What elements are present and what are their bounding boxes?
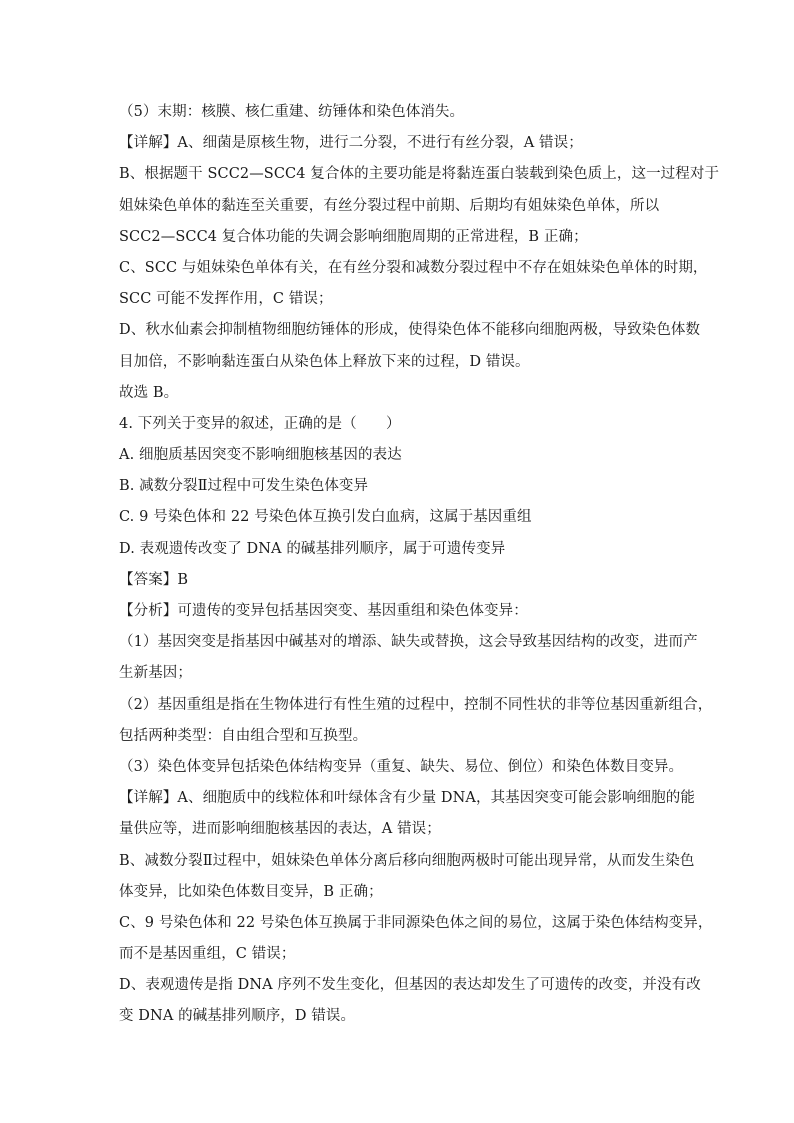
text-line: 量供应等，进而影响细胞核基因的表达，A 错误； — [119, 821, 441, 838]
text-line: 目加倍，不影响黏连蛋白从染色体上释放下来的过程，D 错误。 — [119, 353, 530, 370]
text-line: （1）基因突变是指基因中碱基对的增添、缺失或替换，这会导致基因结构的改变，进而产 — [119, 634, 698, 651]
text-line: 姐妹染色单体的黏连至关重要，有丝分裂过程中前期、后期均有姐妹染色单体，所以 — [119, 197, 660, 214]
text-line: C、9 号染色体和 22 号染色体互换属于非同源染色体之间的易位，这属于染色体结构变异， — [119, 914, 713, 931]
option-b: B. 减数分裂Ⅱ过程中可发生染色体变异 — [119, 478, 369, 495]
text-line: （2）基因重组是指在生物体进行有性生殖的过程中，控制不同性状的非等位基因重新组合， — [119, 696, 713, 713]
text-line: D、秋水仙素会抑制植物细胞纺锤体的形成，使得染色体不能移向细胞两极，导致染色体数 — [119, 322, 701, 339]
option-d: D. 表观遗传改变了 DNA 的碱基排列顺序，属于可遗传变异 — [119, 540, 506, 557]
text-line: （5）末期：核膜、核仁重建、纺锤体和染色体消失。 — [119, 104, 465, 120]
document-page — [119, 97, 720, 1033]
text-line: B、减数分裂Ⅱ过程中，姐妹染色单体分离后移向细胞两极时可能出现异常，从而发生染色 — [119, 852, 695, 869]
text-line: 包括两种类型：自由组合型和互换型。 — [119, 727, 368, 744]
text-line: 体变异，比如染色体数目变异，B 正确； — [119, 883, 383, 900]
answer-line: 【答案】B — [119, 571, 189, 588]
text-line: 生新基因； — [119, 665, 192, 682]
text-line: 故选 B。 — [119, 384, 179, 401]
text-line: D、表观遗传是指 DNA 序列不发生变化，但基因的表达却发生了可遗传的改变，并没有改 — [119, 977, 701, 994]
text-line: 【详解】A、细菌是原核生物，进行二分裂，不进行有丝分裂，A 错误； — [119, 135, 583, 152]
text-line: 变 DNA 的碱基排列顺序，D 错误。 — [119, 1008, 356, 1025]
text-line: B、根据题干 SCC2—SCC4 复合体的主要功能是将黏连蛋白装载到染色质上，这一过程对于 — [119, 166, 720, 183]
text-line: C、SCC 与姐妹染色单体有关，在有丝分裂和减数分裂过程中不存在姐妹染色单体的时期， — [119, 259, 708, 276]
analysis-line: 【分析】可遗传的变异包括基因突变、基因重组和染色体变异： — [119, 603, 528, 619]
question-stem: 4. 下列关于变异的叙述，正确的是（ ） — [119, 415, 401, 432]
text-line: （3）染色体变异包括染色体结构变异（重复、缺失、易位、倒位）和染色体数目变异。 — [119, 758, 684, 775]
text-line: 而不是基因重组，C 错误； — [119, 946, 296, 963]
text-line: SCC 可能不发挥作用，C 错误； — [119, 291, 333, 308]
text-line: 【详解】A、细胞质中的线粒体和叶绿体含有少量 DNA，其基因突变可能会影响细胞的能 — [119, 790, 695, 807]
option-c: C. 9 号染色体和 22 号染色体互换引发白血病，这属于基因重组 — [119, 509, 532, 526]
option-a: A. 细胞质基因突变不影响细胞核基因的表达 — [119, 447, 402, 464]
text-line: SCC2—SCC4 复合体功能的失调会影响细胞周期的正常进程，B 正确； — [119, 228, 588, 245]
